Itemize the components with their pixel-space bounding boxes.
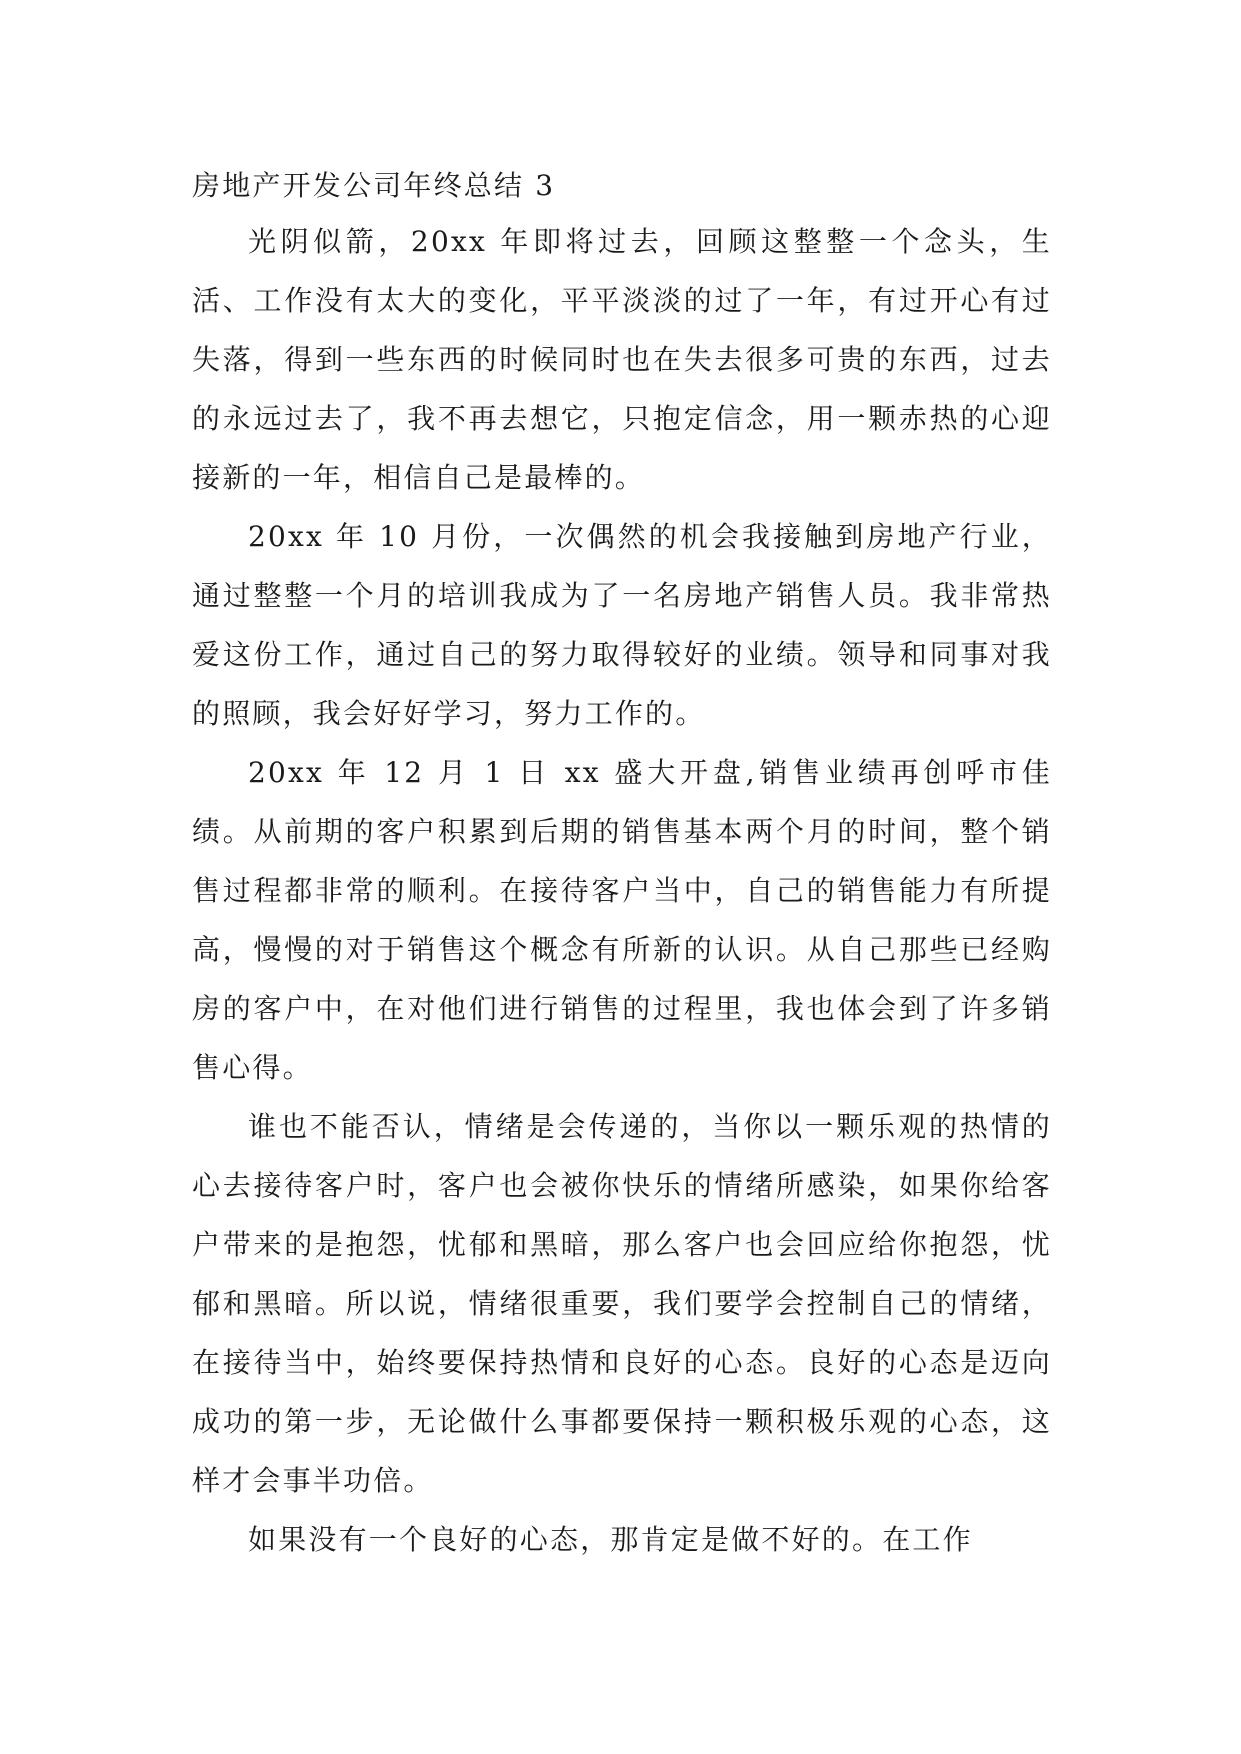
document-body (192, 160, 1052, 1569)
paragraph-2: 20xx 年 10 月份，一次偶然的机会我接触到房地产行业，通过整整一个月的培训我成为了一名房地产销售人员。我非常热爱这份工作，通过自己的努力取得较好的业绩。领导和同事对我的照顾，我会好好学习，努力工作的。 (192, 520, 1052, 730)
paragraph-4: 谁也不能否认，情绪是会传递的，当你以一颗乐观的热情的心去接待客户时，客户也会被你快乐的情绪所感染，如果你给客户带来的是抱怨，忧郁和黑暗，那么客户也会回应给你抱怨，忧郁和黑暗。所以说，情绪很重要，我们要学会控制自己的情绪，在接待当中，始终要保持热情和良好的心态。良好的心态是迈向成功的第一步，无论做什么事都要保持一颗积极乐观的心态，这样才会事半功倍。 (192, 1110, 1052, 1497)
paragraph-5: 如果没有一个良好的心态，那肯定是做不好的。在工作 (248, 1523, 973, 1556)
paragraph-1: 光阴似箭，20xx 年即将过去，回顾这整整一个念头，生活、工作没有太大的变化，平平淡淡的过了一年，有过开心有过失落，得到一些东西的时候同时也在失去很多可贵的东西，过去的永远过去了，我不再去想它，只抱定信念，用一颗赤热的心迎接新的一年，相信自己是最棒的。 (192, 225, 1052, 494)
document-title: 房地产开发公司年终总结 3 (192, 169, 556, 202)
paragraph-3: 20xx 年 12 月 1 日 xx 盛大开盘,销售业绩再创呼市佳绩。从前期的客户积累到后期的销售基本两个月的时间，整个销售过程都非常的顺利。在接待客户当中，自己的销售能力有所提高，慢慢的对于销售这个概念有所新的认识。从自己那些已经购房的客户中，在对他们进行销售的过程里，我也体会到了许多销售心得。 (192, 756, 1052, 1084)
